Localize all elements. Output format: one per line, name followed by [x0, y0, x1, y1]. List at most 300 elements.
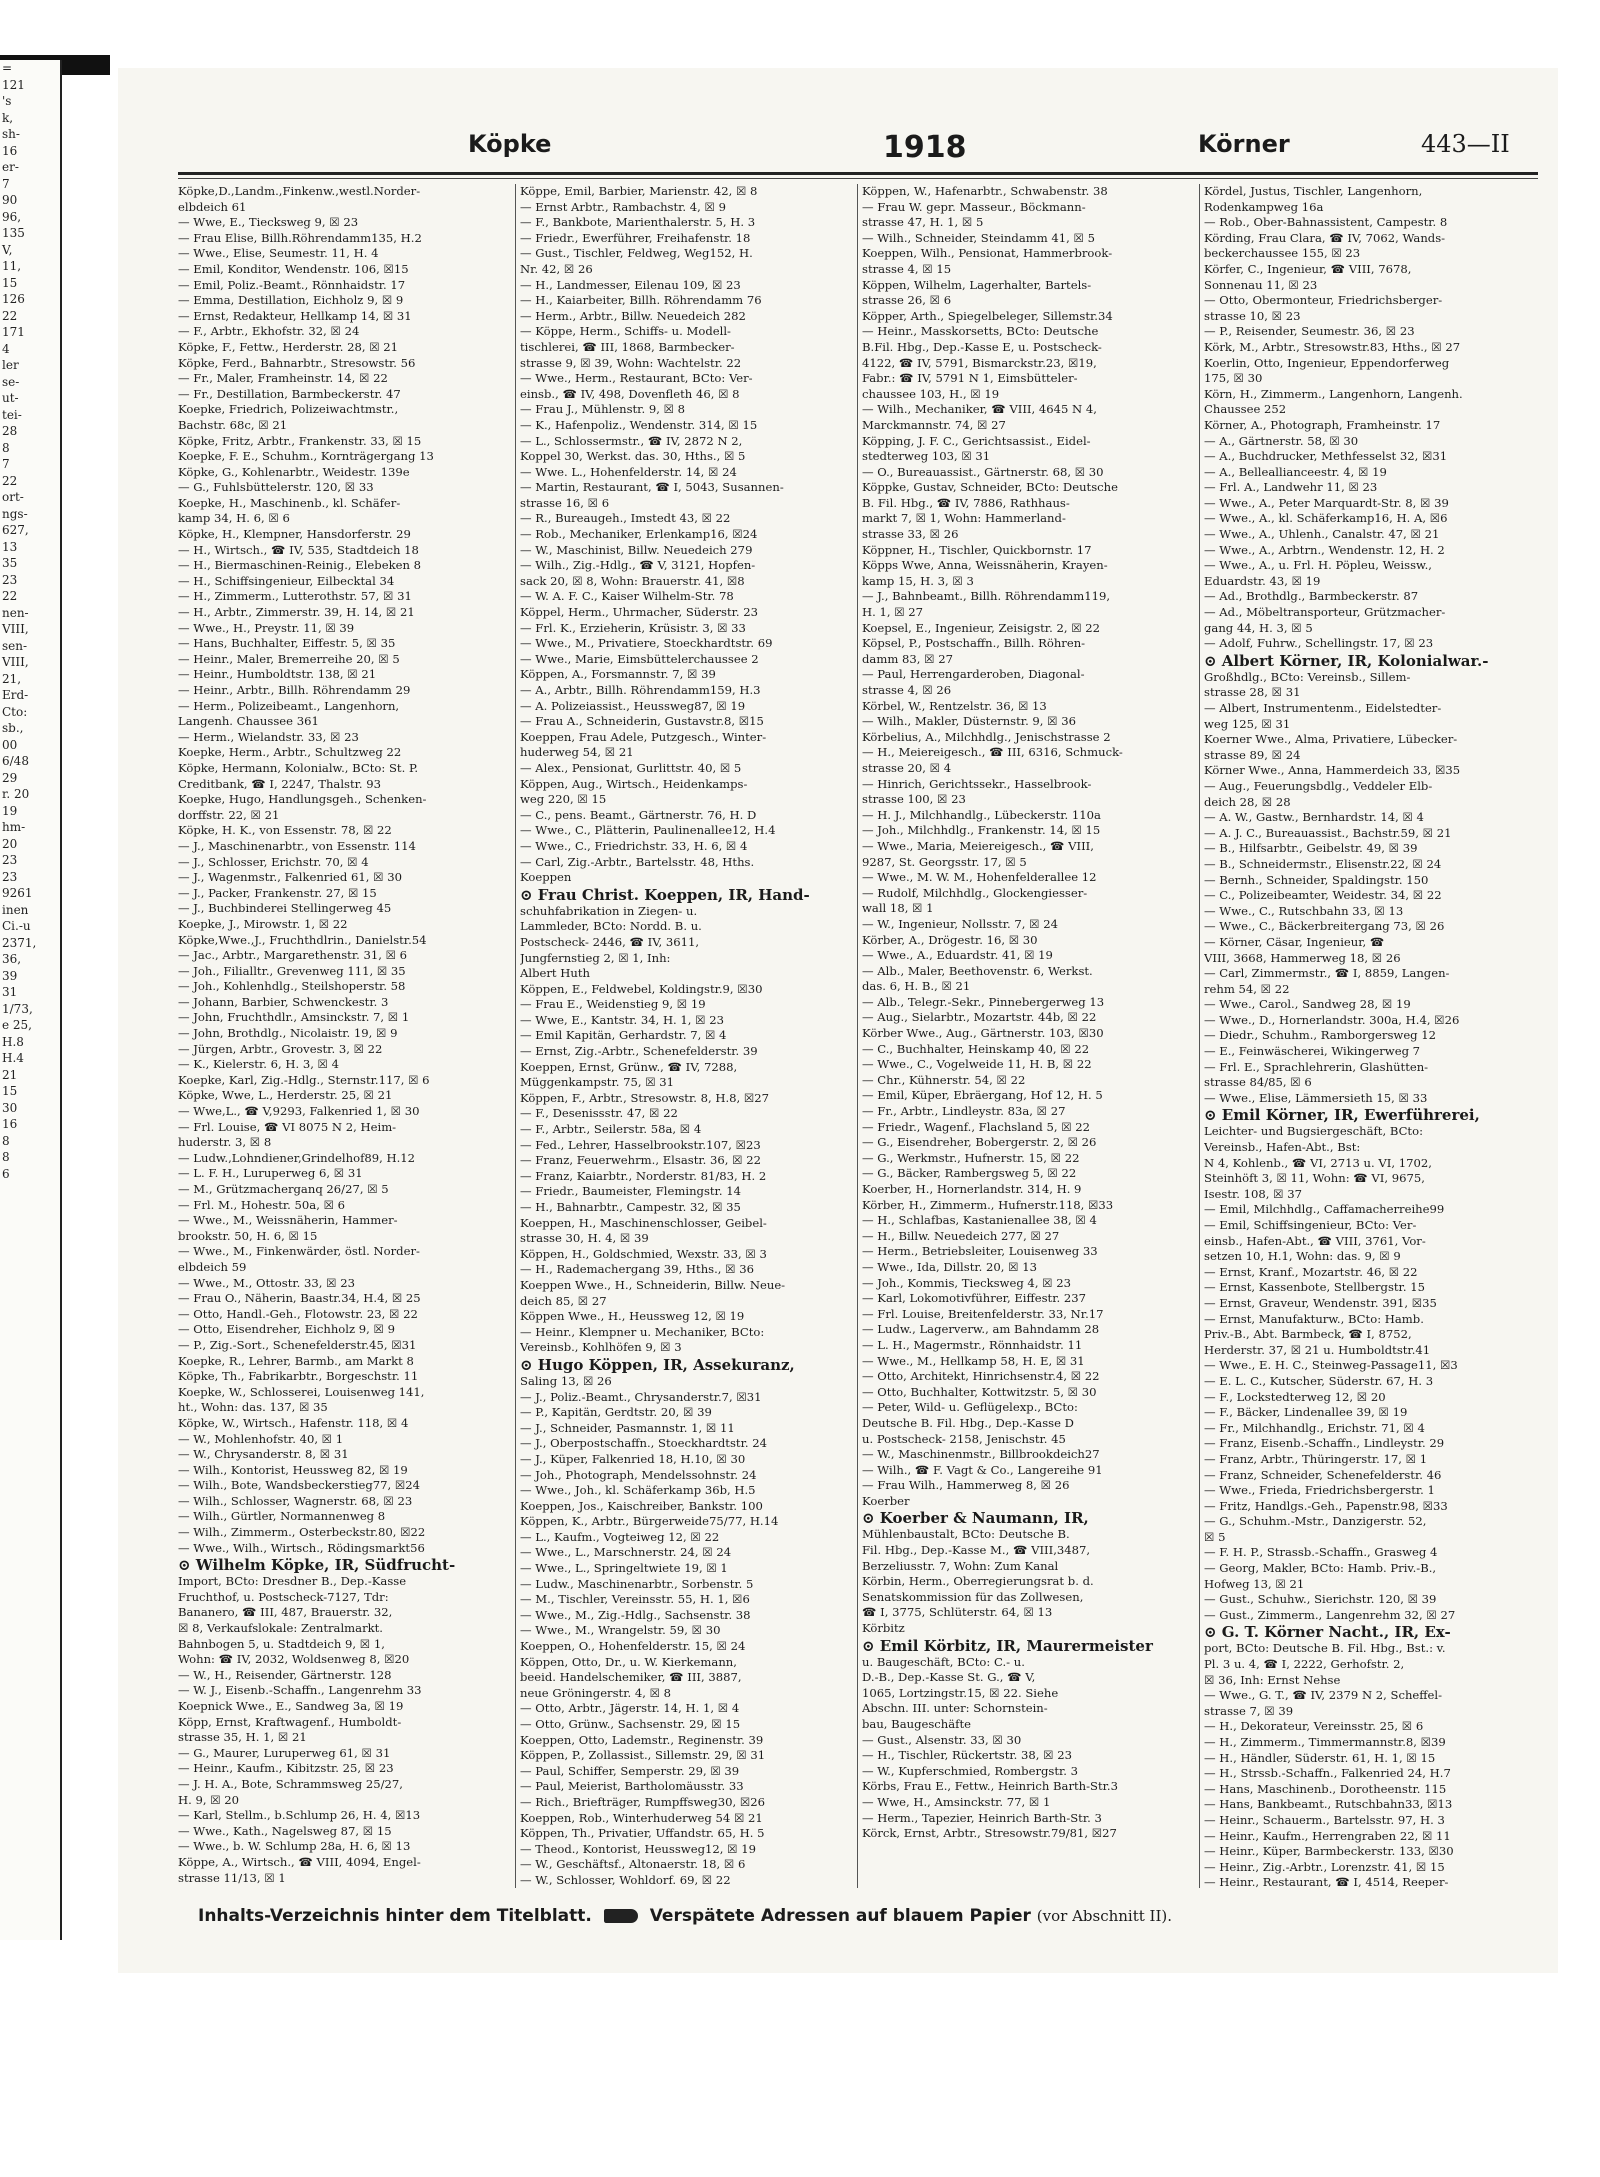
strip-fragment: 8 [2, 440, 10, 455]
directory-entry: — Frl. M., Hohestr. 50a, ☒ 6 [178, 1197, 346, 1212]
firm-entry: ⊙ Emil Körbitz, IR, Maurermeister [862, 1636, 1153, 1655]
directory-entry: Köpke, H., Klempner, Hansdorferstr. 29 [178, 527, 411, 542]
directory-entry: — A. W., Gastw., Bernhardstr. 14, ☒ 4 [1204, 810, 1424, 825]
directory-entry: — Joh., Filialltr., Grevenweg 111, ☒ 35 [178, 963, 406, 978]
directory-entry: — Ernst, Graveur, Wendenstr. 391, ☒35 [1204, 1295, 1437, 1310]
directory-entry: Köppen, H., Goldschmied, Wexstr. 33, ☒ 3 [520, 1246, 767, 1261]
directory-entry: Köppen, E., Feldwebel, Koldingstr.9, ☒30 [520, 981, 763, 996]
strip-fragment: H.8 [2, 1034, 24, 1049]
directory-entry: elbdeich 61 [178, 199, 247, 214]
header-last-name: Körner [1198, 130, 1290, 158]
firm-entry: ⊙ Koerber & Naumann, IR, [862, 1509, 1089, 1528]
directory-entry: Koeppen, O., Hohenfelderstr. 15, ☒ 24 [520, 1639, 746, 1654]
directory-entry: — G., Fuhlsbüttelerstr. 120, ☒ 33 [178, 480, 374, 495]
strip-fragment: sh- [2, 127, 20, 141]
directory-entry: — Hinrich, Gerichtssekr., Hasselbrook- [862, 776, 1092, 791]
directory-entry: — Franz, Feuerwehrm., Elsastr. 36, ☒ 22 [520, 1153, 761, 1168]
directory-entry: — J., Maschinenarbtr., von Essenstr. 114 [178, 838, 416, 853]
directory-entry: — Wwe., A., u. Frl. H. Pöpleu, Weissw., [1204, 558, 1432, 573]
directory-entry: — Wilh., Makler, Düsternstr. 9, ☒ 36 [862, 714, 1077, 729]
strip-fragment: Cto: [2, 704, 28, 719]
header-page-number: 443—II [1421, 130, 1510, 158]
directory-entry: huderweg 54, ☒ 21 [520, 745, 634, 760]
directory-entry: — Ernst, Redakteur, Hellkamp 14, ☒ 31 [178, 308, 412, 323]
directory-entry: — Joh., Photograph, Mendelssohnstr. 24 [520, 1467, 757, 1482]
directory-entry: — Frau O., Näherin, Baastr.34, H.4, ☒ 25 [178, 1291, 421, 1306]
directory-entry: Koepke, R., Lehrer, Barmb., am Markt 8 [178, 1353, 414, 1368]
directory-entry: — J., Wagenmstr., Falkenried 61, ☒ 30 [178, 870, 402, 885]
directory-entry: — Wilh., Schneider, Steindamm 41, ☒ 5 [862, 230, 1096, 245]
directory-entry: Körbin, Herm., Oberregierungsrat b. d. [862, 1574, 1094, 1589]
directory-entry: — Carl, Zig.-Arbtr., Bartelsstr. 48, Hths. [520, 854, 755, 869]
directory-entry: strasse 47, H. 1, ☒ 5 [862, 215, 984, 230]
directory-entry: Koeppen, Jos., Kaischreiber, Bankstr. 100 [520, 1498, 763, 1513]
directory-entry: — L., Schlossermstr., ☎ IV, 2872 N 2, [520, 433, 743, 448]
directory-entry: Koepke, Friedrich, Polizeiwachtmstr., [178, 402, 399, 417]
directory-entry: Eduardstr. 43, ☒ 19 [1204, 573, 1321, 588]
directory-entry: — Wwe., Marie, Eimsbüttelerchaussee 2 [520, 651, 759, 666]
directory-entry: — A., Gärtnerstr. 58, ☒ 30 [1204, 433, 1359, 448]
directory-entry: weg 125, ☒ 31 [1204, 716, 1291, 731]
directory-entry: — H., Tischler, Rückertstr. 38, ☒ 23 [862, 1748, 1072, 1763]
directory-entry: H. 9, ☒ 20 [178, 1792, 240, 1807]
directory-entry: — M., Tischler, Vereinsstr. 55, H. 1, ☒6 [520, 1592, 750, 1607]
directory-entry: Mühlenbaustalt, BCto: Deutsche B. [862, 1527, 1070, 1542]
directory-entry: strasse 16, ☒ 6 [520, 495, 610, 510]
column-divider [1199, 184, 1200, 1888]
directory-entry: — Albert, Instrumentenm., Eidelstedter- [1204, 701, 1442, 715]
directory-entry: Priv.-B., Abt. Barmbeck, ☎ I, 8752, [1204, 1327, 1412, 1342]
directory-entry: — H., Händler, Süderstr. 61, H. 1, ☒ 15 [1204, 1750, 1436, 1765]
directory-entry: Köpping, J. F. C., Gerichtsassist., Eidel- [862, 433, 1091, 448]
directory-entry: Jungfernstieg 2, ☒ 1, Inh: [520, 950, 671, 965]
directory-entry: — Paul, Meierist, Bartholomäusstr. 33 [520, 1779, 744, 1794]
strip-fragment: 19 [2, 803, 18, 818]
directory-entry: — Wwe., D., Hornerlandstr. 300a, H.4, ☒26 [1204, 1012, 1460, 1027]
directory-entry: — John, Brothdlg., Nicolaistr. 19, ☒ 9 [178, 1026, 398, 1041]
strip-fragment: 4 [2, 341, 10, 356]
directory-entry: — Rob., Ober-Bahnassistent, Campestr. 8 [1204, 215, 1448, 230]
directory-entry: ht., Wohn: das. 137, ☒ 35 [178, 1400, 328, 1415]
strip-fragment: ler [2, 358, 19, 372]
directory-entry [178, 1886, 514, 1888]
directory-entry: — P., Reisender, Seumestr. 36, ☒ 23 [1204, 324, 1415, 339]
strip-fragment: inen [2, 902, 29, 917]
directory-entry: das. 6, H. B., ☒ 21 [862, 979, 971, 994]
directory-entry: Koeppen Wwe., H., Schneiderin, Billw. Neue- [520, 1277, 786, 1292]
column-2 [520, 184, 856, 1888]
directory-entry: — M., Grützmacherganq 26/27, ☒ 5 [178, 1182, 389, 1196]
strip-fragment: ort- [2, 490, 24, 504]
directory-entry: — Otto, Grünw., Sachsenstr. 29, ☒ 15 [520, 1717, 741, 1731]
directory-entry: — W., Ingenieur, Nollsstr. 7, ☒ 24 [862, 916, 1059, 931]
directory-entry: — Carl, Zimmermstr., ☎ I, 8859, Langen- [1204, 966, 1450, 981]
directory-entry: 175, ☒ 30 [1204, 371, 1263, 386]
directory-entry: Marckmannstr. 74, ☒ 27 [862, 417, 1006, 432]
directory-entry: D.-B., Dep.-Kasse St. G., ☎ V, [862, 1670, 1036, 1685]
directory-entry: Körbel, W., Rentzelstr. 36, ☒ 13 [862, 698, 1047, 713]
directory-entry: Kördel, Justus, Tischler, Langenhorn, [1204, 184, 1423, 198]
directory-entry: ☒ 36, Inh: Ernst Nehse [1204, 1672, 1341, 1687]
directory-entry: Koepnick Wwe., E., Sandweg 3a, ☒ 19 [178, 1699, 404, 1713]
directory-entry: — F., Desenissstr. 47, ☒ 22 [520, 1106, 678, 1121]
directory-entry: — Wwe, H., Amsinckstr. 77, ☒ 1 [862, 1794, 1051, 1809]
directory-entry: — Franz, Eisenb.-Schaffn., Lindleystr. 29 [1204, 1436, 1445, 1451]
directory-entry: — J., Poliz.-Beamt., Chrysanderstr.7, ☒31 [520, 1389, 762, 1404]
directory-entry: — Wwe., M., Wrangelstr. 59, ☒ 30 [520, 1623, 721, 1638]
directory-entry: strasse 89, ☒ 24 [1204, 747, 1301, 762]
directory-entry: — Ludw.,Lohndiener,Grindelhof89, H.12 [178, 1150, 416, 1165]
directory-entry: — Wwe., Maria, Meiereigesch., ☎ VIII, [862, 838, 1094, 853]
directory-entry: Koepke, Karl, Zig.-Hdlg., Sternstr.117, ☒ 6 [178, 1072, 430, 1087]
directory-entry: — Gust., Alsenstr. 33, ☒ 30 [862, 1732, 1022, 1747]
directory-entry: — Wwe., A., Peter Marquardt-Str. 8, ☒ 39 [1204, 495, 1449, 510]
directory-entry: Koepke, Herm., Arbtr., Schultzweg 22 [178, 745, 402, 760]
strip-fragment: H.4 [2, 1051, 24, 1065]
directory-entry: — A. J. C., Bureauassist., Bachstr.59, ☒ 21 [1204, 825, 1452, 840]
directory-entry: Nr. 42, ☒ 26 [520, 261, 593, 276]
directory-entry: Berzeliusstr. 7, Wohn: Zum Kanal [862, 1558, 1059, 1573]
footer-late-addresses: Verspätete Adressen auf blauem Papier [649, 1906, 1031, 1926]
directory-entry: Import, BCto: Dresdner B., Dep.-Kasse [178, 1574, 407, 1589]
directory-entry: — Wilh., Mechaniker, ☎ VIII, 4645 N 4, [862, 402, 1097, 417]
strip-fragment: 21 [2, 1067, 18, 1082]
firm-entry: ⊙ Emil Körner, IR, Ewerführerei, [1204, 1106, 1480, 1125]
directory-entry: 9287, St. Georgsstr. 17, ☒ 5 [862, 854, 1027, 869]
directory-entry: — Hans, Maschinenb., Dorotheenstr. 115 [1204, 1781, 1447, 1796]
directory-entry: — F., Arbtr., Ekhofstr. 32, ☒ 24 [178, 324, 360, 339]
directory-entry: — F., Bankbote, Marienthalerstr. 5, H. 3 [520, 215, 756, 230]
directory-entry: — Frau Elise, Billh.Röhrendamm135, H.2 [178, 230, 422, 245]
directory-entry: Großhdlg., BCto: Vereinsb., Sillem- [1204, 669, 1411, 684]
directory-entry: — Wilh., Bote, Wandsbeckerstieg77, ☒24 [178, 1478, 421, 1493]
directory-entry: beckerchaussee 155, ☒ 23 [1204, 246, 1361, 261]
strip-fragment: 9261 [2, 886, 33, 900]
strip-fragment: 90 [2, 193, 18, 207]
directory-entry: — J., Schlosser, Erichstr. 70, ☒ 4 [178, 854, 369, 869]
directory-entry: Hofweg 13, ☒ 21 [1204, 1576, 1305, 1591]
directory-entry: Köppen, F., Arbtr., Stresowstr. 8, H.8, ☒27 [520, 1090, 770, 1105]
strip-fragment: 22 [2, 473, 18, 488]
firm-entry: ⊙ Wilhelm Köpke, IR, Südfrucht- [178, 1556, 456, 1575]
directory-entry: Köppke, Gustav, Schneider, BCto: Deutsche [862, 480, 1118, 495]
directory-entry: N 4, Kohlenb., ☎ VI, 2713 u. VI, 1702, [1204, 1155, 1432, 1170]
directory-entry: Koppel 30, Werkst. das. 30, Hths., ☒ 5 [520, 449, 746, 464]
directory-entry: — Wwe., A., Uhlenh., Canalstr. 47, ☒ 21 [1204, 527, 1440, 542]
directory-entry: — Wwe., A., kl. Schäferkamp16, H. A, ☒6 [1204, 511, 1448, 526]
directory-entry: — H., Biermaschinen-Reinig., Elebeken 8 [178, 558, 421, 573]
strip-fragment: er- [2, 160, 19, 174]
directory-entry: — H., Wirtsch., ☎ IV, 535, Stadtdeich 18 [178, 542, 419, 557]
directory-entry: — Paul, Herrengarderoben, Diagonal- [862, 667, 1085, 682]
directory-entry: Körbelius, A., Milchhdlg., Jenischstrasse 2 [862, 729, 1111, 744]
directory-entry: — Gust., Tischler, Feldweg, Weg152, H. [520, 246, 753, 261]
directory-entry: — F., Arbtr., Seilerstr. 58a, ☒ 4 [520, 1122, 702, 1137]
directory-entry: Köpke, Th., Fabrikarbtr., Borgeschstr. 11 [178, 1369, 419, 1384]
directory-entry: — Heinr., Kaufm., Kibitzstr. 25, ☒ 23 [178, 1761, 394, 1776]
strip-fragment: 13 [2, 539, 18, 554]
directory-entry: Köpke, Fritz, Arbtr., Frankenstr. 33, ☒ 15 [178, 433, 422, 448]
directory-entry: — Ernst, Manufakturw., BCto: Hamb. [1204, 1311, 1424, 1326]
directory-entry: Steinhöft 3, ☒ 11, Wohn: ☎ VI, 9675, [1204, 1171, 1425, 1186]
directory-entry: — Wilh., Gürtler, Normannenweg 8 [178, 1509, 386, 1524]
directory-entry: — Wwe., A., Arbtrn., Wendenstr. 12, H. 2 [1204, 542, 1445, 557]
directory-entry: — Friedr., Ewerführer, Freihafenstr. 18 [520, 230, 751, 245]
directory-entry: — Körner, Cäsar, Ingenieur, ☎ [1204, 934, 1385, 949]
directory-entry: — Frau Wilh., Hammerweg 8, ☒ 26 [862, 1478, 1070, 1493]
directory-entry: Köpke, H. K., von Essenstr. 78, ☒ 22 [178, 823, 392, 838]
strip-fragment: sen- [2, 638, 28, 653]
directory-entry: Köppel, Herm., Uhrmacher, Süderstr. 23 [520, 605, 759, 620]
directory-entry: setzen 10, H.1, Wohn: das. 9, ☒ 9 [1204, 1249, 1401, 1264]
directory-entry: Fabr.: ☎ IV, 5791 N 1, Eimsbütteler- [862, 371, 1078, 386]
directory-entry: — Frl. Louise, Breitenfelderstr. 33, Nr.17 [862, 1306, 1104, 1321]
directory-entry: Köppen, P., Zollassist., Sillemstr. 29, ☒ 31 [520, 1748, 766, 1763]
directory-entry: — Herm., Betriebsleiter, Louisenweg 33 [862, 1244, 1098, 1259]
directory-entry: Köpke, F., Fettw., Herderstr. 28, ☒ 21 [178, 339, 399, 354]
strip-fragment: 16 [2, 143, 18, 158]
directory-entry: — Karl, Stellm., b.Schlump 26, H. 4, ☒13 [178, 1808, 421, 1823]
strip-fragment: 6 [2, 1166, 10, 1181]
directory-entry: port, BCto: Deutsche B. Fil. Hbg., Bst.: v. [1204, 1641, 1446, 1656]
directory-entry: — Wilh., Zig.-Hdlg., ☎ V, 3121, Hopfen- [520, 558, 756, 573]
directory-entry: — Emil, Poliz.-Beamt., Rönnhaidstr. 17 [178, 277, 406, 292]
strip-fragment: k, [2, 110, 14, 125]
strip-fragment: 23 [2, 853, 18, 867]
directory-entry: — Frl. A., Landwehr 11, ☒ 23 [1204, 480, 1378, 495]
directory-entry: — Wwe., Elise, Seumestr. 11, H. 4 [178, 246, 379, 261]
directory-entry: — L., Kaufm., Vogteiweg 12, ☒ 22 [520, 1529, 720, 1544]
directory-entry: einsb., ☎ IV, 498, Dovenfleth 46, ☒ 8 [520, 386, 740, 401]
directory-entry: rehm 54, ☒ 22 [1204, 981, 1290, 996]
directory-entry: einsb., Hafen-Abt., ☎ VIII, 3761, Vor- [1204, 1233, 1426, 1248]
directory-entry: Vereinsb., Kohlhöfen 9, ☒ 3 [520, 1340, 682, 1355]
strip-fragment: e 25, [2, 1018, 32, 1032]
directory-entry: — Rudolf, Milchhdlg., Glockengiesser- [862, 885, 1088, 900]
pointing-hand-icon [604, 1909, 638, 1923]
directory-entry: Koerlin, Otto, Ingenieur, Eppendorferweg [1204, 355, 1450, 370]
directory-entry: — H., Bahnarbtr., Campestr. 32, ☒ 35 [520, 1200, 741, 1214]
strip-fragment: 36, [2, 952, 22, 966]
directory-entry: — Wwe., M., Hellkamp 58, H. E, ☒ 31 [862, 1353, 1085, 1368]
directory-entry: Lammleder, BCto: Nordd. B. u. [520, 919, 702, 934]
directory-entry: — Emil Kapitän, Gerhardstr. 7, ☒ 4 [520, 1028, 727, 1043]
directory-entry: strasse 7, ☒ 39 [1204, 1703, 1294, 1718]
directory-entry: Köppen, Wilhelm, Lagerhalter, Bartels- [862, 277, 1092, 292]
directory-entry: — H., Kaiarbeiter, Billh. Röhrendamm 76 [520, 293, 762, 308]
directory-entry: — Wwe., Elise, Lämmersieth 15, ☒ 33 [1204, 1090, 1428, 1105]
directory-entry: — Wilh., ☎ F. Vagt & Co., Langereihe 91 [862, 1462, 1103, 1477]
directory-entry: Köpps Wwe, Anna, Weissnäherin, Krayen- [862, 558, 1108, 573]
directory-entry: Müggenkampstr. 75, ☒ 31 [520, 1075, 675, 1090]
directory-entry: — Heinr., Masskorsetts, BCto: Deutsche [862, 324, 1099, 339]
directory-entry: — Franz, Arbtr., Thüringerstr. 17, ☒ 1 [1204, 1451, 1428, 1466]
directory-entry: Koepke, F. E., Schuhm., Kornträgergang 13 [178, 449, 434, 464]
directory-entry: huderstr. 3, ☒ 8 [178, 1135, 272, 1150]
directory-entry: — Theod., Kontorist, Heussweg12, ☒ 19 [520, 1841, 756, 1856]
directory-entry: — Joh., Milchhdlg., Frankenstr. 14, ☒ 15 [862, 823, 1101, 838]
strip-fragment: 39 [2, 968, 18, 983]
directory-entry: Köppen, W., Hafenarbtr., Schwabenstr. 38 [862, 184, 1108, 198]
directory-entry: — Wwe,L., ☎ V,9293, Falkenried 1, ☒ 30 [178, 1104, 420, 1119]
strip-fragment: ngs- [2, 506, 28, 521]
directory-entry: — Aug., Feuerungsbdlg., Veddeler Elb- [1204, 778, 1433, 793]
directory-entry: — K., Kielerstr. 6, H. 3, ☒ 4 [178, 1057, 340, 1072]
directory-entry: Bananero, ☎ III, 487, Brauerstr. 32, [178, 1605, 393, 1620]
directory-entry: kamp 15, H. 3, ☒ 3 [862, 573, 974, 588]
strip-fragment: VIII, [2, 622, 29, 636]
directory-entry: — Peter, Wild- u. Geflügelexp., BCto: [862, 1400, 1078, 1415]
strip-fragment: 00 [2, 737, 18, 752]
directory-entry: Köpke, Wwe, L., Herderstr. 25, ☒ 21 [178, 1088, 393, 1103]
directory-entry: — Wwe., Herm., Restaurant, BCto: Ver- [520, 371, 753, 386]
strip-fragment: sb., [2, 721, 24, 735]
directory-entry: — H. J., Milchhandlg., Lübeckerstr. 110a [862, 807, 1101, 822]
strip-fragment: VIII, [2, 655, 29, 669]
directory-entry: Vereinsb., Hafen-Abt., Bst: [1204, 1140, 1361, 1155]
directory-entry: — Heinr., Arbtr., Billh. Röhrendamm 29 [178, 683, 411, 697]
directory-entry: stedterweg 103, ☒ 31 [862, 449, 991, 464]
directory-entry: — Frau W. gepr. Masseur., Böckmann- [862, 199, 1086, 214]
directory-entry: — Heinr., Klempner u. Mechaniker, BCto: [520, 1324, 765, 1339]
header-first-name: Köpke [468, 130, 552, 158]
directory-entry: — Otto, Arbtr., Jägerstr. 14, H. 1, ☒ 4 [520, 1701, 740, 1716]
directory-entry: — Heinr., Kaufm., Herrengraben 22, ☒ 11 [1204, 1828, 1451, 1843]
column-3 [862, 184, 1198, 1888]
directory-entry: — Jac., Arbtr., Margarethenstr. 31, ☒ 6 [178, 948, 408, 963]
directory-entry: strasse 9, ☒ 39, Wohn: Wachtelstr. 22 [520, 355, 742, 370]
directory-entry: deich 85, ☒ 27 [520, 1293, 607, 1308]
directory-entry: Körfer, C., Ingenieur, ☎ VIII, 7678, [1204, 261, 1412, 276]
directory-entry: — L. H., Magermstr., Rönnhaidstr. 11 [862, 1337, 1083, 1352]
directory-entry: — Wwe., b. W. Schlump 28a, H. 6, ☒ 13 [178, 1839, 411, 1854]
directory-entry: — W. J., Eisenb.-Schaffn., Langenrehm 33 [178, 1683, 422, 1698]
directory-entry: Körding, Frau Clara, ☎ IV, 7062, Wands- [1204, 230, 1446, 245]
directory-entry: — W. A. F. C., Kaiser Wilhelm-Str. 78 [520, 589, 734, 604]
directory-entry: — Herm., Tapezier, Heinrich Barth-Str. 3 [862, 1810, 1102, 1825]
directory-entry: — Frau J., Mühlenstr. 9, ☒ 8 [520, 402, 686, 417]
directory-entry: markt 7, ☒ 1, Wohn: Hammerland- [862, 511, 1066, 526]
directory-entry: — Friedr., Wagenf., Flachsland 5, ☒ 22 [862, 1119, 1091, 1134]
directory-entry: — Adolf, Fuhrw., Schellingstr. 17, ☒ 23 [1204, 636, 1434, 651]
directory-entry: — H., Landmesser, Eilenau 109, ☒ 23 [520, 277, 741, 292]
directory-entry: — P., Zig.-Sort., Schenefelderstr.45, ☒31 [178, 1337, 417, 1352]
directory-entry: strasse 100, ☒ 23 [862, 792, 966, 807]
strip-fragment: = [2, 61, 13, 75]
directory-entry: — Köppe, Herm., Schiffs- u. Modell- [520, 324, 731, 339]
directory-entry: — Wwe, E., Tiecksweg 9, ☒ 23 [178, 215, 359, 230]
directory-entry: Koepke, J., Mirowstr. 1, ☒ 22 [178, 916, 348, 931]
directory-entry: Koepsel, E., Ingenieur, Zeisigstr. 2, ☒ 22 [862, 620, 1101, 635]
directory-entry: — J., Oberpostschaffn., Stoeckhardtstr. 24 [520, 1436, 767, 1451]
directory-entry: Koeppen, Frau Adele, Putzgesch., Winter- [520, 729, 767, 744]
strip-fragment: r. 20 [2, 787, 30, 801]
directory-entry: — Ludw., Maschinenarbtr., Sorbenstr. 5 [520, 1576, 754, 1591]
directory-entry: — Wwe. L., Hohenfelderstr. 14, ☒ 24 [520, 464, 737, 479]
directory-entry: Köpp, Ernst, Kraftwagenf., Humboldt- [178, 1714, 402, 1729]
strip-fragment: 21, [2, 671, 22, 686]
directory-entry: Koerber [862, 1493, 910, 1508]
strip-fragment: 171 [2, 325, 25, 339]
directory-entry: — C., Polizeibeamter, Weidestr. 34, ☒ 22 [1204, 888, 1442, 903]
directory-entry: — A., Buchdrucker, Methfesselst 32, ☒31 [1204, 449, 1448, 464]
directory-entry: — W., Maschinenmstr., Billbrookdeich27 [862, 1447, 1100, 1462]
directory-entry: Körner, A., Photograph, Framheinstr. 17 [1204, 417, 1441, 432]
directory-entry: Isestr. 108, ☒ 37 [1204, 1186, 1302, 1201]
directory-entry: — Ernst Arbtr., Rambachstr. 4, ☒ 9 [520, 199, 727, 214]
directory-entry: Pl. 3 u. 4, ☎ I, 2222, Gerhofstr. 2, [1204, 1657, 1405, 1672]
directory-entry: beeid. Handelschemiker, ☎ III, 3887, [520, 1670, 742, 1685]
directory-entry: — O., Bureauassist., Gärtnerstr. 68, ☒ 30 [862, 464, 1104, 479]
directory-entry: — Wwe., G. T., ☎ IV, 2379 N 2, Scheffel- [1204, 1688, 1443, 1703]
directory-entry: Fruchthof, u. Postscheck-7127, Tdr: [178, 1589, 389, 1604]
directory-entry: strasse 33, ☒ 26 [862, 527, 959, 542]
directory-entry: 1065, Lortzingstr.15, ☒ 22. Siehe [862, 1685, 1059, 1700]
directory-entry: — G., Eisendreher, Bobergerstr. 2, ☒ 26 [862, 1135, 1097, 1150]
directory-entry: — Jürgen, Arbtr., Grovestr. 3, ☒ 22 [178, 1041, 383, 1056]
strip-fragment: 20 [2, 836, 18, 851]
page-footer [198, 1906, 1538, 1936]
directory-entry: elbdeich 59 [178, 1259, 247, 1274]
firm-entry: ⊙ Frau Christ. Koeppen, IR, Hand- [520, 885, 810, 904]
directory-entry: — Wwe., Ida, Dillstr. 20, ☒ 13 [862, 1259, 1037, 1274]
directory-entry: Abschn. III. unter: Schornstein- [862, 1701, 1048, 1716]
strip-fragment: 1/73, [2, 1001, 33, 1016]
directory-entry: — Wwe., C., Vogelweide 11, H. B, ☒ 22 [862, 1057, 1092, 1072]
strip-fragment: ut- [2, 391, 19, 405]
directory-entry: Koeppen, Wilh., Pensionat, Hammerbrook- [862, 246, 1113, 261]
directory-entry: Körn, H., Zimmerm., Langenhorn, Langenh. [1204, 386, 1463, 401]
directory-entry: — W., H., Reisender, Gärtnerstr. 128 [178, 1667, 392, 1682]
directory-entry: Wohn: ☎ IV, 2032, Woldsenweg 8, ☒20 [178, 1652, 410, 1667]
strip-fragment: 31 [2, 985, 18, 999]
directory-entry: — Wwe., M., Zig.-Hdlg., Sachsenstr. 38 [520, 1607, 751, 1622]
directory-entry: — G., Werkmstr., Hufnerstr. 15, ☒ 22 [862, 1150, 1080, 1165]
strip-fragment: 121 [2, 77, 25, 92]
directory-entry: — Aug., Sielarbtr., Mozartstr. 44b, ☒ 22 [862, 1010, 1097, 1025]
directory-entry: Creditbank, ☎ I, 2247, Thalstr. 93 [178, 776, 382, 791]
directory-entry: — J., Küper, Falkenried 18, H.10, ☒ 30 [520, 1451, 746, 1466]
strip-fragment: 6/48 [2, 754, 29, 768]
directory-entry: strasse 35, H. 1, ☒ 21 [178, 1730, 307, 1745]
directory-entry: — Bernh., Schneider, Spaldingstr. 150 [1204, 872, 1429, 887]
directory-entry: — P., Kapitän, Gerdtstr. 20, ☒ 39 [520, 1405, 712, 1420]
page-header [178, 130, 1538, 170]
directory-entry: — W., Mohlenhofstr. 40, ☒ 1 [178, 1431, 344, 1446]
directory-entry: Herderstr. 37, ☒ 21 u. Humboldtstr.41 [1204, 1342, 1431, 1357]
directory-entry: — L. F. H., Luruperweg 6, ☒ 31 [178, 1166, 363, 1181]
directory-entry: — Georg, Makler, BCto: Hamb. Priv.-B., [1204, 1561, 1437, 1576]
directory-entry: Köpke, W., Wirtsch., Hafenstr. 118, ☒ 4 [178, 1415, 409, 1430]
directory-entry: brookstr. 50, H. 6, ☒ 15 [178, 1228, 318, 1243]
directory-entry: Deutsche B. Fil. Hbg., Dep.-Kasse D [862, 1415, 1074, 1430]
directory-entry: — Heinr., Schauerm., Bartelsstr. 97, H. 3 [1204, 1812, 1445, 1827]
directory-entry: Köppen, Aug., Wirtsch., Heidenkamps- [520, 776, 748, 791]
directory-entry: — Frl. Louise, ☎ VI 8075 N 2, Heim- [178, 1119, 397, 1134]
directory-entry: sack 20, ☒ 8, Wohn: Brauerstr. 41, ☒8 [520, 573, 745, 588]
directory-entry: — Herm., Arbtr., Billw. Neuedeich 282 [520, 308, 746, 323]
directory-entry: Köpke, Ferd., Bahnarbtr., Stresowstr. 56 [178, 355, 416, 370]
directory-entry: — F., Bäcker, Lindenallee 39, ☒ 19 [1204, 1405, 1408, 1420]
directory-entry: — Ernst, Kranf., Mozartstr. 46, ☒ 22 [1204, 1264, 1418, 1279]
directory-entry: — Gust., Schuhw., Sierichstr. 120, ☒ 39 [1204, 1592, 1437, 1607]
directory-entry: — Herm., Wielandstr. 33, ☒ 23 [178, 729, 359, 744]
directory-entry: — Joh., Kohlenhdlg., Steilshoperstr. 58 [178, 979, 406, 994]
directory-entry: — Wwe., L., Springeltwiete 19, ☒ 1 [520, 1561, 728, 1576]
directory-entry: — J. H. A., Bote, Schrammsweg 25/27, [178, 1776, 403, 1791]
column-4 [1204, 184, 1540, 1888]
directory-entry: — E., Feinwäscherei, Wikingerweg 7 [1204, 1044, 1421, 1059]
